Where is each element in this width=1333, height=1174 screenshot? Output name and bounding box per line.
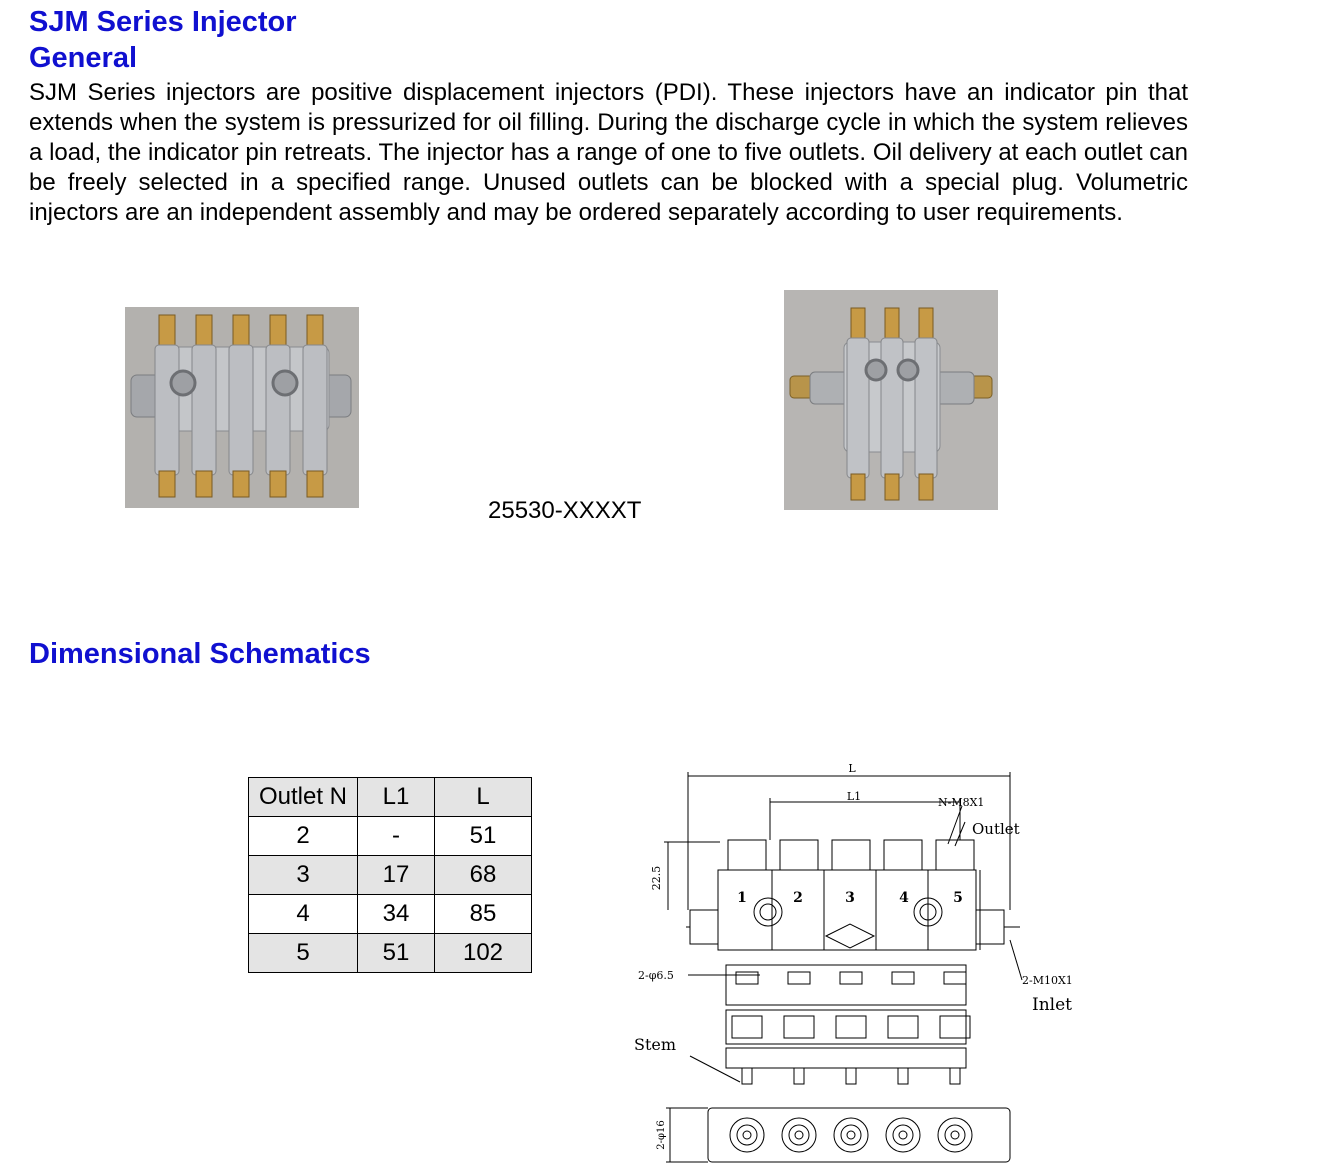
mount-hole-left: [754, 898, 782, 926]
table-row: [249, 856, 532, 895]
intro-paragraph: SJM Series injectors are positive displacement injectors (PDI). These injectors have an indicator pin that extends when the system is pressurized for oil filling. During the discharge cycle in which the system relieves a load, the indicator pin retreats. The injector has a range of one to five outlets. Oil delivery at each outlet can be freely selected in a specified range. Unused outlets can be blocked with a special plug. Volumetric injectors are an independent assembly and may be ordered separately according to user requirements.: [29, 79, 1188, 226]
column-header-l1: L1: [358, 778, 435, 817]
table-row: [249, 817, 532, 856]
brass-fitting-top: [159, 315, 175, 349]
outlet-number-5: 5: [953, 890, 963, 906]
stem-pin: [898, 1068, 908, 1084]
stem-pin: [794, 1068, 804, 1084]
table-header-row: [249, 778, 532, 817]
brass-fitting-bottom: [159, 471, 175, 497]
brass-fitting-bottom: [307, 471, 323, 497]
brass-fitting-bottom: [885, 474, 899, 500]
adjuster-block: [784, 1016, 814, 1038]
page-title: SJM Series Injector: [29, 6, 297, 38]
base-port-mid: [893, 1125, 913, 1145]
injector-column: [915, 338, 937, 478]
center-diamond-mark: [826, 924, 874, 948]
indicator-window: [736, 972, 758, 984]
indicator-window: [840, 972, 862, 984]
stem-pin: [950, 1068, 960, 1084]
outlet-number-1: 1: [737, 890, 747, 906]
adjuster-block: [732, 1016, 762, 1038]
table-cell: 5: [249, 934, 358, 973]
injector-column: [229, 345, 253, 475]
table-cell: 2: [249, 817, 358, 856]
outlet-cap: [832, 840, 870, 870]
indicator-window: [892, 972, 914, 984]
base-port-mid: [789, 1125, 809, 1145]
base-port-mid: [945, 1125, 965, 1145]
brass-fitting-bottom: [196, 471, 212, 497]
brass-fitting-top: [233, 315, 249, 349]
base-port-mid: [737, 1125, 757, 1145]
injector-column: [303, 345, 327, 475]
outlet-number-2: 2: [793, 890, 803, 906]
schematic-label-l1: L1: [846, 790, 862, 803]
outlet-cap: [936, 840, 974, 870]
outlet-cap: [780, 840, 818, 870]
outlet-number-4: 4: [899, 890, 909, 906]
base-port-inner: [899, 1131, 907, 1139]
table-cell: 68: [435, 856, 532, 895]
column-header-l: L: [435, 778, 532, 817]
brass-fitting-bottom: [233, 471, 249, 497]
brass-fitting-top: [196, 315, 212, 349]
injector-column: [155, 345, 179, 475]
base-port-inner: [743, 1131, 751, 1139]
injector-photo-three-outlet: [784, 290, 998, 510]
base-port-inner: [795, 1131, 803, 1139]
indicator-window: [944, 972, 966, 984]
injector-column: [266, 345, 290, 475]
part-number-label: 25530-XXXXT: [488, 497, 642, 524]
table-cell: 17: [358, 856, 435, 895]
stem-pin: [846, 1068, 856, 1084]
table-row: [249, 895, 532, 934]
schematic-label-outlet: Outlet: [972, 820, 1020, 838]
injector-column: [881, 338, 903, 478]
brass-fitting-bottom: [919, 474, 933, 500]
table-cell: 3: [249, 856, 358, 895]
brass-fitting-top: [270, 315, 286, 349]
table-cell: -: [358, 817, 435, 856]
base-port-outer: [886, 1118, 920, 1152]
dimensional-schematic-drawing: [630, 760, 1100, 1170]
schematic-label-inlet-thread: 2-M10X1: [1022, 974, 1073, 987]
table-cell: 102: [435, 934, 532, 973]
stem-pin: [742, 1068, 752, 1084]
adjuster-block: [836, 1016, 866, 1038]
schematic-label-height: 22.5: [650, 865, 663, 891]
table-cell: 4: [249, 895, 358, 934]
schematic-label-mount-holes: 2-φ6.5: [638, 969, 674, 982]
injector-column: [847, 338, 869, 478]
injector-column: [192, 345, 216, 475]
dimension-table: [248, 777, 532, 973]
brass-fitting-bottom: [851, 474, 865, 500]
schematic-label-inlet: Inlet: [1032, 995, 1072, 1015]
indicator-window: [788, 972, 810, 984]
brass-fitting-bottom: [270, 471, 286, 497]
injector-photo-five-outlet: [125, 307, 359, 508]
section-title-general: General: [29, 42, 137, 74]
section-title-dimensional-schematics: Dimensional Schematics: [29, 638, 371, 670]
schematic-label-base: 2-φ16: [656, 1120, 667, 1150]
column-header-outlet-n: Outlet N: [249, 778, 358, 817]
table-cell: 51: [358, 934, 435, 973]
base-port-mid: [841, 1125, 861, 1145]
table-cell: 34: [358, 895, 435, 934]
base-port-inner: [847, 1131, 855, 1139]
adjuster-block: [888, 1016, 918, 1038]
brass-fitting-top: [307, 315, 323, 349]
base-port-outer: [834, 1118, 868, 1152]
outlet-cap: [884, 840, 922, 870]
base-port-outer: [730, 1118, 764, 1152]
schematic-label-stem: Stem: [634, 1035, 677, 1054]
outlet-cap: [728, 840, 766, 870]
base-port-outer: [938, 1118, 972, 1152]
base-port-inner: [951, 1131, 959, 1139]
table-cell: 51: [435, 817, 532, 856]
table-row: [249, 934, 532, 973]
schematic-label-outlet-thread: N-M8X1: [938, 796, 985, 809]
base-port-outer: [782, 1118, 816, 1152]
schematic-label-l: L: [848, 762, 856, 775]
outlet-number-3: 3: [845, 890, 855, 906]
mount-hole-left-inner: [760, 904, 776, 920]
table-cell: 85: [435, 895, 532, 934]
